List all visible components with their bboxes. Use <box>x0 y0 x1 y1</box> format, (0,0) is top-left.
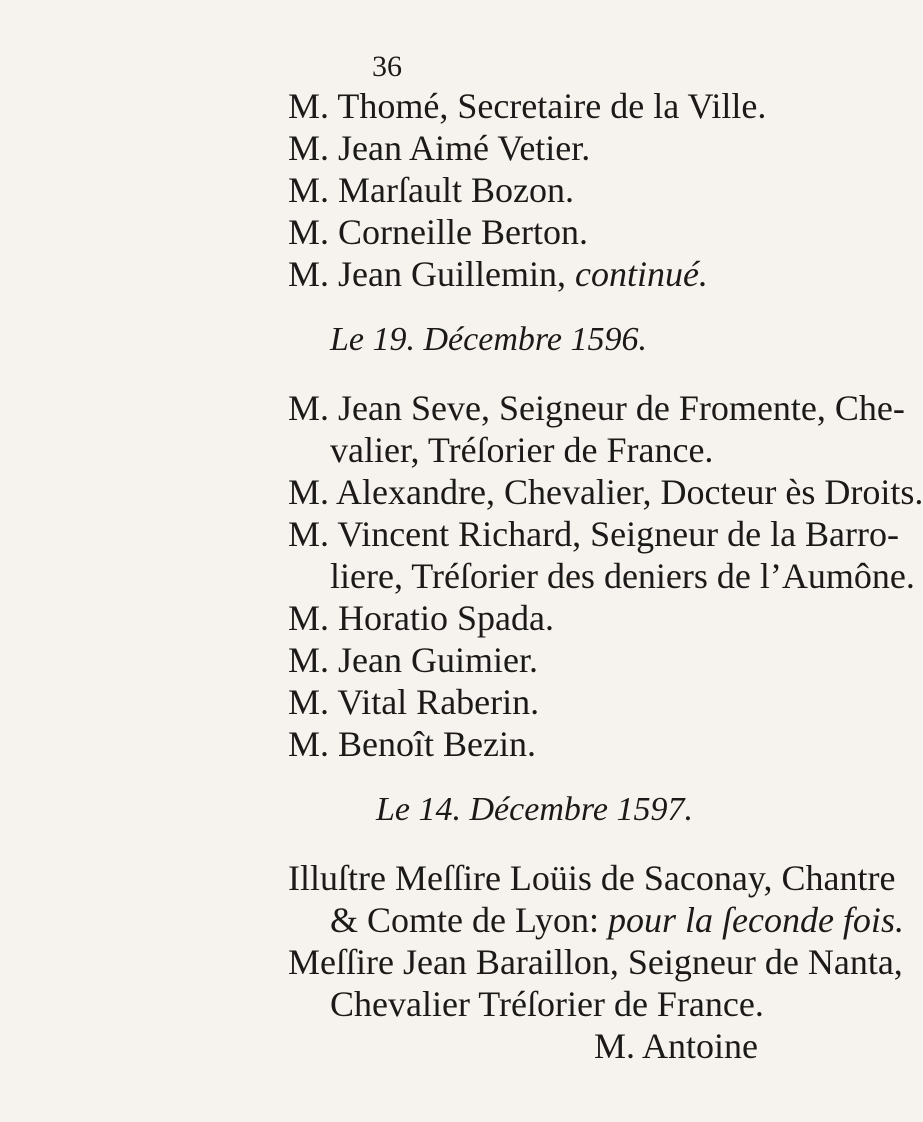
second-time-note: pour la ſeconde fois. <box>607 900 904 940</box>
entry-richard-line2: liere, Tréſorier des deniers de l’Aumône. <box>330 556 915 596</box>
entry-saconay-line1: Illuſtre Meſſire Loüis de Saconay, Chantre <box>288 858 896 898</box>
entry-bozon: M. Marſault Bozon. <box>288 170 574 210</box>
entry-seve-line1: M. Jean Seve, Seigneur de Fromente, Che- <box>288 388 905 428</box>
entry-richard-line1: M. Vincent Richard, Seigneur de la Barro- <box>288 514 899 554</box>
entry-thome: M. Thomé, Secretaire de la Ville. <box>288 86 767 126</box>
entry-baraillon-line2: Chevalier Tréſorier de France. <box>330 984 764 1024</box>
date-heading-1597: Le 14. Décembre 1597. <box>376 791 693 828</box>
entry-alexandre: M. Alexandre, Chevalier, Docteur ès Droits. <box>288 472 923 512</box>
entry-guillemin <box>288 254 708 294</box>
catchword: M. Antoine <box>594 1026 759 1066</box>
date-heading-1596: Le 19. Décembre 1596. <box>330 321 647 358</box>
entry-raberin: M. Vital Raberin. <box>288 682 540 722</box>
entry-baraillon-line1: Meſſire Jean Baraillon, Seigneur de Nanta, <box>288 942 903 982</box>
entry-seve-line2: valier, Tréſorier de France. <box>330 430 714 470</box>
continued-note: continué. <box>574 254 708 294</box>
entry-saconay-text: & Comte de Lyon: <box>330 900 608 940</box>
entry-bezin: M. Benoît Bezin. <box>288 724 536 764</box>
entry-saconay-line2 <box>330 900 904 940</box>
entry-vetier: M. Jean Aimé Vetier. <box>288 128 591 168</box>
entry-berton: M. Corneille Berton. <box>288 212 588 252</box>
entry-guimier: M. Jean Guimier. <box>288 640 538 680</box>
entry-spada: M. Horatio Spada. <box>288 598 554 638</box>
entry-guillemin-name: M. Jean Guillemin, <box>288 254 575 294</box>
page-number: 36 <box>372 50 402 83</box>
